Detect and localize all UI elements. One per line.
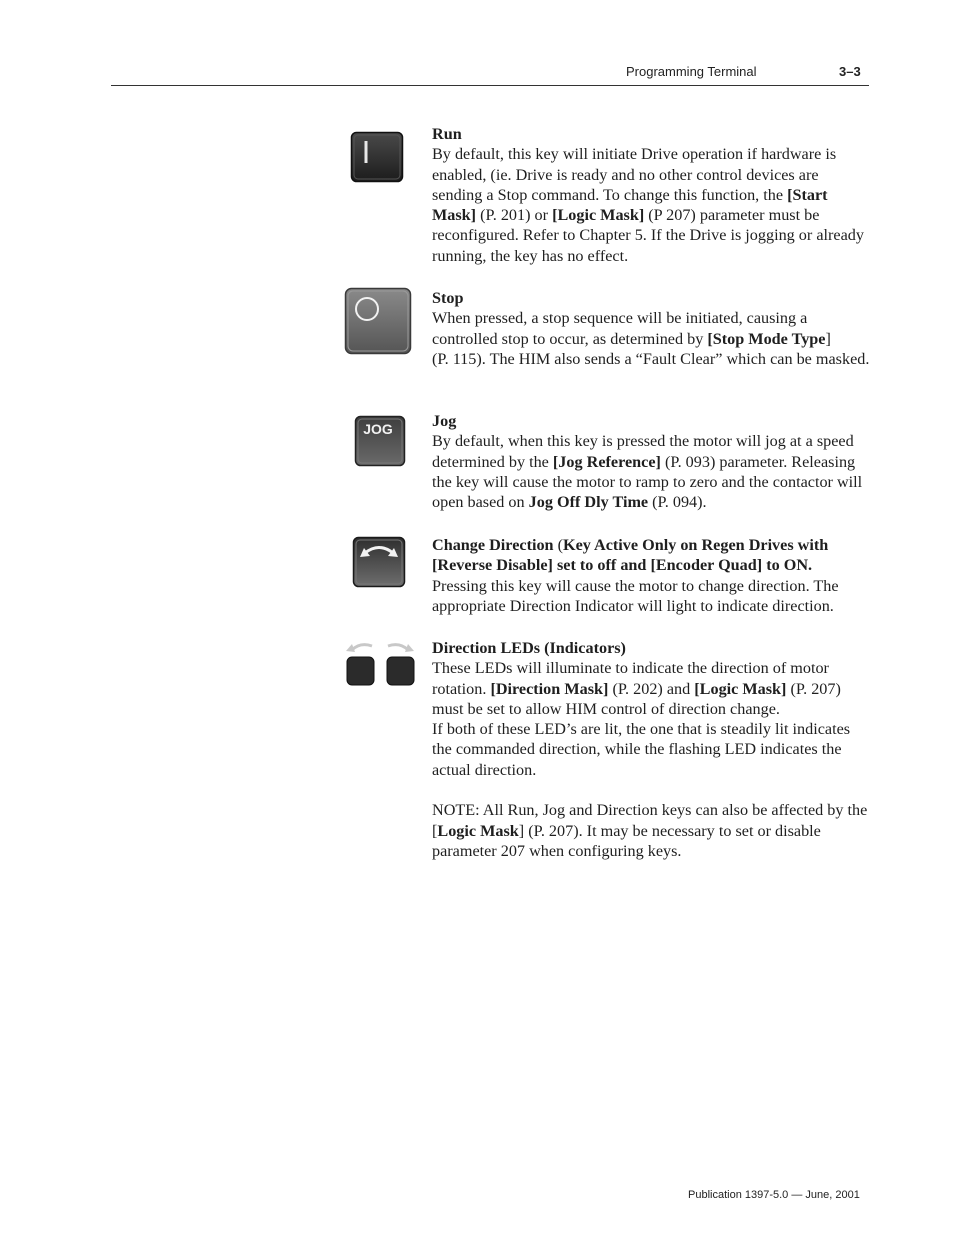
header-rule bbox=[111, 85, 869, 86]
logic-mask-note: NOTE: All Run, Jog and Direction keys can also be affected by the [Logic Mask] (P. 207). It may be necessary to set or disable parameter 207 when configuring keys. bbox=[432, 801, 868, 860]
reverse-led-icon bbox=[344, 640, 376, 686]
direction-leds-description: These LEDs will illuminate to indicate the direction of motor rotation. [Direction Mask] (P. 202) and [Logic Mask] (P. 207) must be set to allow HIM control of direction change. bbox=[432, 659, 841, 718]
direction-leds-heading: Direction LEDs (Indicators) bbox=[432, 639, 626, 657]
stop-entry bbox=[432, 288, 872, 369]
jog-description: By default, when this key is pressed the motor will jog at a speed determined by the [Jog Reference] (P. 093) parameter. Releasing the key will cause the motor to ramp to zero and the contactor will open based on Jog Off Dly Time (P. 094). bbox=[432, 432, 863, 512]
page-number: 3–3 bbox=[839, 64, 861, 79]
jog-entry bbox=[432, 411, 872, 512]
change-direction-description: Pressing this key will cause the motor to change direction. The appropriate Direction Indicator will light to indicate direction. bbox=[432, 576, 839, 615]
publication-footer: Publication 1397-5.0 — June, 2001 bbox=[688, 1189, 860, 1201]
direction-leds-entry bbox=[432, 638, 872, 861]
change-direction-entry bbox=[432, 535, 872, 616]
run-key-icon bbox=[350, 131, 404, 183]
jog-key-label: JOG bbox=[363, 421, 393, 437]
stop-description: When pressed, a stop sequence will be initiated, causing a controlled stop to occur, as determined by [Stop Mode Type] (P. 115). The HIM also sends a “Fault Clear” which can be masked. bbox=[432, 309, 870, 368]
jog-heading: Jog bbox=[432, 412, 457, 430]
jog-key-icon bbox=[354, 415, 406, 467]
change-direction-heading: Change Direction (Key Active Only on Regen Drives with [Reverse Disable] set to off and [Encoder Quad] to ON. bbox=[432, 536, 829, 575]
section-title: Programming Terminal bbox=[626, 64, 757, 79]
stop-key-icon bbox=[344, 287, 412, 355]
change-direction-key-icon bbox=[352, 536, 406, 588]
stop-heading: Stop bbox=[432, 289, 464, 307]
forward-led-icon bbox=[384, 640, 416, 686]
run-heading: Run bbox=[432, 125, 462, 143]
run-description: By default, this key will initiate Drive operation if hardware is enabled, (ie. Drive is ready and no other control devices are sending a Stop command. To change this function, the [Start Mask] (P. 201) or [Logic Mask] (P 207) parameter must be reconfigured. Refer to Chapter 5. If the Drive is jogging or already running, the key has no effect. bbox=[432, 145, 864, 265]
run-entry bbox=[432, 124, 872, 266]
direction-leds-flashing-note: If both of these LED’s are lit, the one that is steadily lit indicates the commanded direction, while the flashing LED indicates the actual direction. bbox=[432, 720, 851, 779]
